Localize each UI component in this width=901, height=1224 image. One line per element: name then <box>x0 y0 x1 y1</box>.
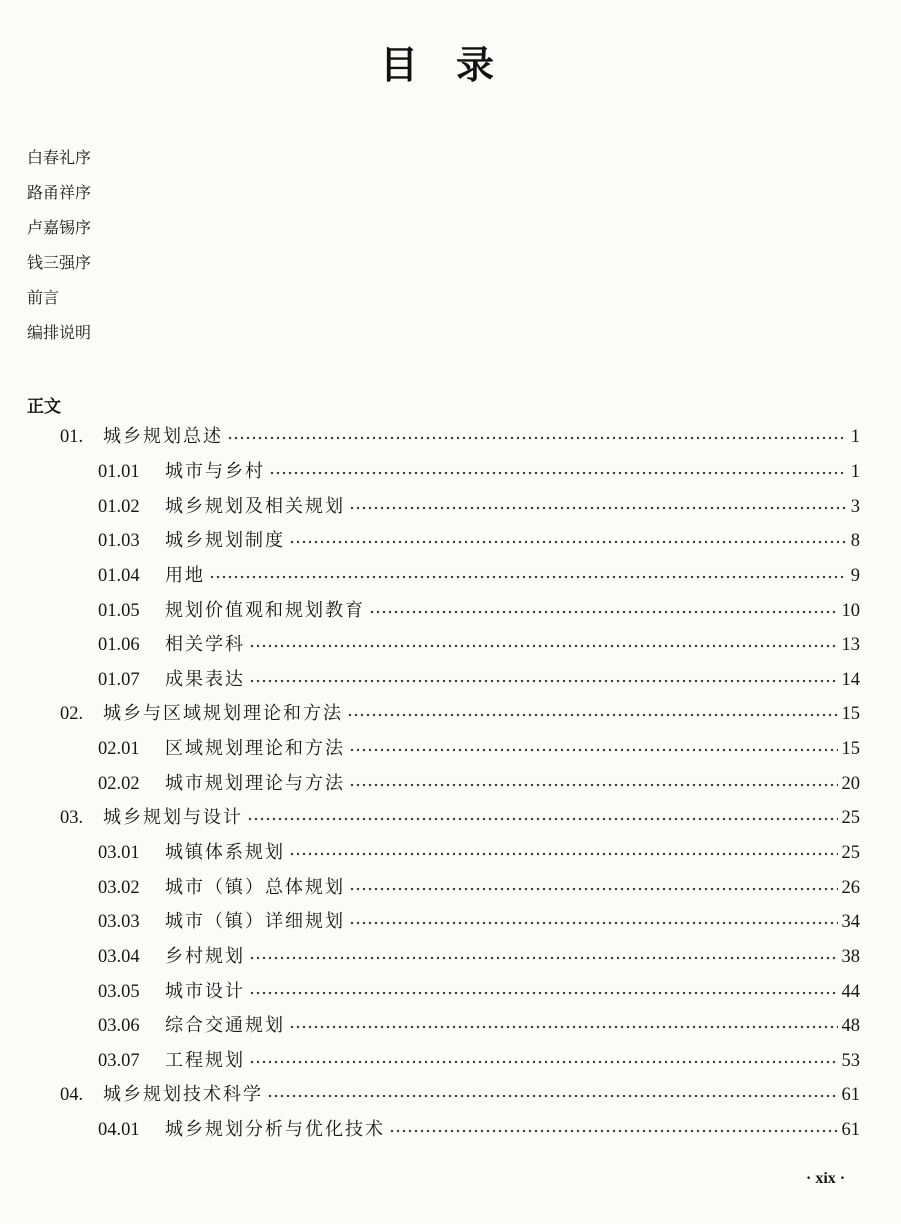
toc-entry-number: 02.01 <box>98 739 140 760</box>
front-matter-item: 路甬祥序 <box>27 183 92 202</box>
toc-entry-number: 03.03 <box>98 912 140 933</box>
dot-leader <box>349 921 838 925</box>
front-matter-item: 卢嘉锡序 <box>27 218 92 237</box>
toc-entry-number: 03. <box>60 808 84 829</box>
toc-chapter-entry <box>0 420 901 455</box>
toc-section-entry <box>0 628 901 663</box>
dot-leader <box>349 783 838 787</box>
toc-entry-title: 城乡与区域规划理论和方法 <box>103 703 343 725</box>
toc-entry-page: 38 <box>841 946 860 967</box>
front-matter-item: 白春礼序 <box>27 148 92 167</box>
toc-entry-title: 城乡规划分析与优化技术 <box>165 1119 385 1141</box>
toc-section-entry <box>0 836 901 871</box>
toc-entry-title: 城市（镇）总体规划 <box>165 876 345 898</box>
toc-entry-title: 城乡规划及相关规划 <box>165 495 345 517</box>
page-number-footer: · xix · <box>806 1170 846 1187</box>
dot-leader <box>389 1129 838 1133</box>
toc-entry-number: 01.05 <box>98 600 140 621</box>
toc-entry-title: 城市与乡村 <box>165 460 265 482</box>
toc-entry-page: 1 <box>850 427 860 448</box>
dot-leader <box>349 748 838 752</box>
toc-section-entry <box>0 940 901 975</box>
toc-entry-page: 44 <box>841 981 860 1002</box>
toc-entry-title: 城乡规划总述 <box>103 426 223 448</box>
dot-leader <box>289 852 838 856</box>
toc-entry-page: 15 <box>841 704 860 725</box>
dot-leader <box>369 610 838 614</box>
toc-entry-title: 城市规划理论与方法 <box>165 772 345 794</box>
toc-section-entry <box>0 489 901 524</box>
section-label: 正文 <box>27 397 61 417</box>
toc-section-entry <box>0 455 901 490</box>
toc-entry-number: 01.07 <box>98 669 140 690</box>
toc-entry-number: 03.01 <box>98 843 140 863</box>
toc-entry-page: 14 <box>841 669 860 690</box>
dot-leader <box>209 575 847 579</box>
toc-entry-title: 综合交通规划 <box>165 1015 285 1037</box>
toc-entry-page: 9 <box>850 565 860 586</box>
toc-section-entry <box>0 559 901 594</box>
front-matter-list <box>27 140 91 350</box>
toc-entry-title: 相关学科 <box>165 634 245 656</box>
toc-section-entry <box>0 1113 901 1148</box>
dot-leader <box>249 644 838 648</box>
toc-entry-number: 01.03 <box>98 531 140 552</box>
toc-entry-number: 04.01 <box>98 1120 140 1141</box>
toc-chapter-entry <box>0 697 901 732</box>
toc-entry-number: 03.05 <box>98 981 140 1002</box>
toc-section-entry <box>0 593 901 628</box>
toc-entry-number: 01.02 <box>98 496 140 517</box>
toc-entry-title: 城市（镇）详细规划 <box>165 911 345 933</box>
toc-chapter-entry <box>0 801 901 836</box>
toc-entry-number: 02.02 <box>98 773 140 794</box>
toc-entry-title: 用地 <box>165 564 205 586</box>
toc-entry-page: 61 <box>841 1120 860 1141</box>
dot-leader <box>249 679 838 683</box>
toc-section-entry <box>0 732 901 767</box>
toc-entry-page: 34 <box>841 912 860 933</box>
toc-section-entry <box>0 524 901 559</box>
dot-leader <box>247 817 838 821</box>
toc-section-entry <box>0 905 901 940</box>
toc-entry-page: 26 <box>841 877 860 898</box>
front-matter-item: 编排说明 <box>27 323 92 342</box>
dot-leader <box>269 471 847 475</box>
page-title: 目 录 <box>380 42 495 87</box>
toc-entry-page: 3 <box>850 496 860 517</box>
toc-entry-number: 03.02 <box>98 877 140 898</box>
toc-section-entry <box>0 974 901 1009</box>
toc-entry-title: 工程规划 <box>165 1049 245 1071</box>
toc-entry-number: 03.06 <box>98 1016 140 1037</box>
toc-section-entry <box>0 1044 901 1079</box>
toc-entry-number: 01. <box>60 427 84 448</box>
dot-leader <box>289 540 847 544</box>
toc-entry-page: 8 <box>850 531 860 552</box>
toc-entry-number: 04. <box>60 1085 84 1106</box>
toc-entry-number: 01.04 <box>98 565 140 586</box>
dot-leader <box>347 713 838 717</box>
toc-entry-page: 61 <box>841 1085 860 1106</box>
dot-leader <box>349 506 847 510</box>
dot-leader <box>249 991 838 995</box>
toc-section-entry <box>0 662 901 697</box>
dot-leader <box>249 956 838 960</box>
toc-entry-title: 成果表达 <box>165 668 245 690</box>
toc-entry-page: 48 <box>841 1016 860 1037</box>
toc-section-entry <box>0 1009 901 1044</box>
toc-section-entry <box>0 870 901 905</box>
toc-entry-page: 15 <box>841 739 860 760</box>
front-matter-item: 前言 <box>27 288 60 307</box>
front-matter-item: 钱三强序 <box>27 253 92 272</box>
toc-entry-title: 城市设计 <box>165 980 245 1002</box>
toc-section-entry <box>0 766 901 801</box>
toc-entry-number: 02. <box>60 704 84 725</box>
toc-entry-page: 25 <box>841 808 860 829</box>
toc-entry-page: 53 <box>841 1050 860 1071</box>
toc-chapter-entry <box>0 1078 901 1113</box>
toc-entry-title: 规划价值观和规划教育 <box>165 599 365 621</box>
toc-entry-page: 20 <box>841 773 860 794</box>
toc-list <box>0 420 901 1147</box>
toc-entry-page: 10 <box>841 600 860 621</box>
dot-leader <box>267 1094 838 1098</box>
dot-leader <box>249 1060 838 1064</box>
toc-entry-page: 25 <box>841 843 860 863</box>
toc-entry-page: 13 <box>841 635 860 656</box>
toc-entry-number: 01.06 <box>98 635 140 656</box>
dot-leader <box>227 436 847 440</box>
toc-entry-page: 1 <box>850 461 860 482</box>
dot-leader <box>289 1025 838 1029</box>
toc-entry-title: 城乡规划技术科学 <box>103 1084 263 1106</box>
toc-entry-title: 乡村规划 <box>165 945 245 967</box>
toc-entry-title: 城乡规划制度 <box>165 530 285 552</box>
toc-entry-title: 区域规划理论和方法 <box>165 738 345 760</box>
toc-entry-number: 03.07 <box>98 1050 140 1071</box>
toc-entry-number: 01.01 <box>98 461 140 482</box>
dot-leader <box>349 887 838 891</box>
toc-entry-number: 03.04 <box>98 946 140 967</box>
toc-entry-title: 城镇体系规划 <box>165 842 285 863</box>
toc-entry-title: 城乡规划与设计 <box>103 807 243 829</box>
